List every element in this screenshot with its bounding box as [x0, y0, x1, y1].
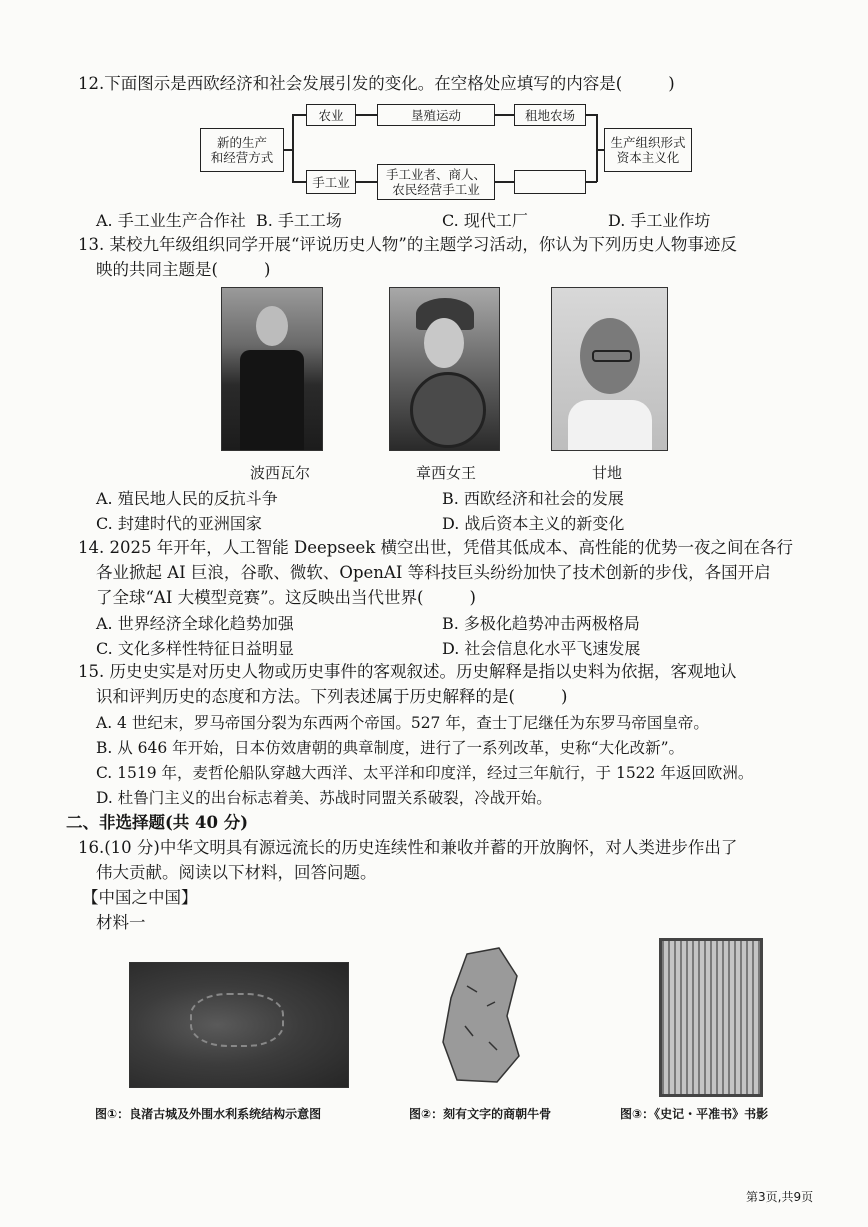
q15-option-b: B. 从 646 年开始，日本仿效唐朝的典章制度，进行了一系列改革，史称“大化改新”。 — [96, 739, 685, 757]
diagram-box-agriculture: 农业 — [306, 104, 356, 126]
diagram-box-craftsmen: 手工业者、商人、 农民经营手工业 — [377, 164, 495, 200]
diagram-box-leased-farm: 租地农场 — [514, 104, 586, 126]
q14-option-a: A. 世界经济全球化趋势加强 — [96, 614, 294, 633]
figure-shang-oracle-bone — [437, 946, 525, 1084]
caption-figure-1: 图①：良渚古城及外围水利系统结构示意图 — [95, 1107, 322, 1121]
caption-figure-3: 图③：《史记・平准书》书影 — [620, 1107, 769, 1121]
page-number: 第3页,共9页 — [746, 1190, 814, 1204]
diagram-box-reclamation: 垦殖运动 — [377, 104, 495, 126]
q15-stem-line1: 15. 历史史实是对历史人物或历史事件的客观叙述。历史解释是指以史料为依据，客观地认 — [78, 662, 737, 681]
portrait-rani-of-jhansi — [389, 287, 500, 451]
q16-subhead: 【中国之中国】 — [82, 888, 198, 907]
q13-option-d: D. 战后资本主义的新变化 — [442, 514, 625, 533]
portrait-gandhi — [551, 287, 668, 451]
caption-percival: 波西瓦尔 — [250, 464, 311, 482]
portrait-percival — [221, 287, 323, 451]
figure-liangzhu-map — [129, 962, 349, 1088]
q12-stem: 12.下面图示是西欧经济和社会发展引发的变化。在空格处应填写的内容是( ) — [78, 74, 675, 93]
q12-option-c: C. 现代工厂 — [442, 211, 528, 230]
q16-stem-line2: 伟大贡献。阅读以下材料，回答问题。 — [96, 863, 377, 882]
q15-stem-line2: 识和评判历史的态度和方法。下列表述属于历史解释的是( ) — [96, 687, 568, 706]
diagram-left-box: 新的生产 和经营方式 — [200, 128, 284, 172]
q14-option-c: C. 文化多样性特征日益明显 — [96, 639, 294, 658]
diagram-box-blank — [514, 170, 586, 194]
q13-option-c: C. 封建时代的亚洲国家 — [96, 514, 262, 533]
q13-option-b: B. 西欧经济和社会的发展 — [442, 489, 624, 508]
q14-option-b: B. 多极化趋势冲击两极格局 — [442, 614, 640, 633]
q15-option-c: C. 1519 年，麦哲伦船队穿越大西洋、太平洋和印度洋，经过三年航行，于 1522 年返回欧洲。 — [96, 764, 754, 782]
q14-stem-line3: 了全球“AI 大模型竞赛”。这反映出当代世界( ) — [96, 588, 476, 607]
q14-option-d: D. 社会信息化水平飞速发展 — [442, 639, 641, 658]
q12-option-d: D. 手工业作坊 — [608, 211, 711, 230]
q12-option-a: A. 手工业生产合作社 — [96, 211, 246, 230]
q16-stem-line1: 16.(10 分)中华文明具有源远流长的历史连续性和兼收并蓄的开放胸怀，对人类进步作出了 — [78, 838, 738, 857]
section-heading-nonchoice: 二、非选择题(共 40 分) — [66, 813, 249, 832]
q15-option-d: D. 杜鲁门主义的出台标志着美、苏战时同盟关系破裂，冷战开始。 — [96, 789, 552, 807]
diagram-right-box: 生产组织形式 资本主义化 — [604, 128, 692, 172]
caption-gandhi: 甘地 — [592, 464, 623, 482]
q16-material-label: 材料一 — [96, 913, 146, 932]
q13-option-a: A. 殖民地人民的反抗斗争 — [96, 489, 278, 508]
q12-option-b: B. 手工工场 — [256, 211, 342, 230]
figure-shiji-page — [659, 938, 763, 1097]
q14-stem-line1: 14. 2025 年开年，人工智能 Deepseek 横空出世，凭借其低成本、高性能的优势一夜之间在各行 — [78, 538, 794, 557]
caption-figure-2: 图②：刻有文字的商朝牛骨 — [409, 1107, 552, 1121]
diagram-box-handicraft: 手工业 — [306, 170, 356, 194]
q13-stem-line1: 13. 某校九年级组织同学开展“评说历史人物”的主题学习活动，你认为下列历史人物事迹反 — [78, 235, 737, 254]
caption-rani: 章西女王 — [416, 464, 477, 482]
q13-stem-line2: 映的共同主题是( ) — [96, 260, 271, 279]
q14-stem-line2: 各业掀起 AI 巨浪，谷歌、微软、OpenAI 等科技巨头纷纷加快了技术创新的步伐，各国开启 — [96, 563, 771, 582]
q15-option-a: A. 4 世纪末，罗马帝国分裂为东西两个帝国。527 年，查士丁尼继任为东罗马帝国皇帝。 — [96, 714, 709, 732]
